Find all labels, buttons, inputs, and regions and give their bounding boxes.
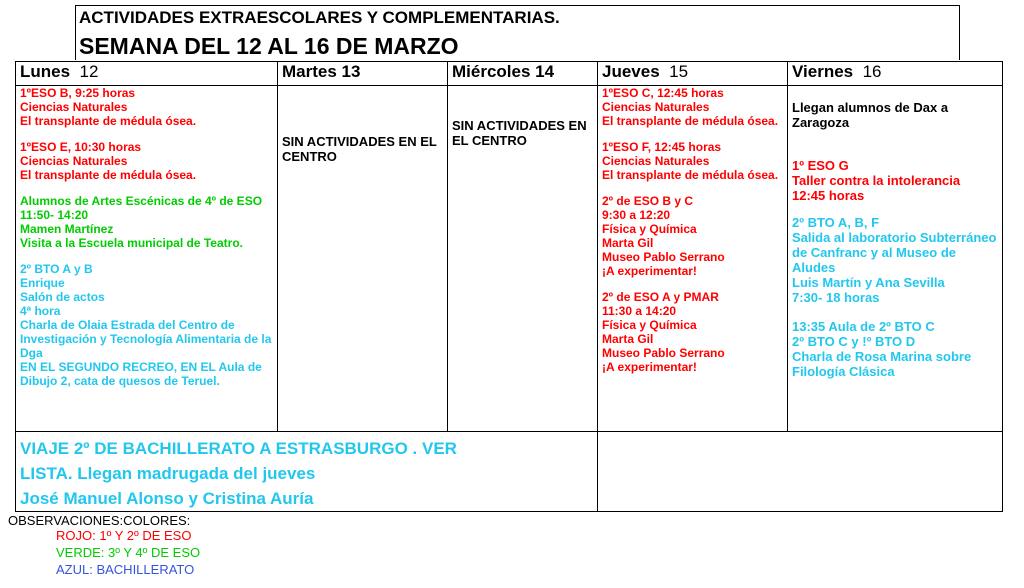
legend-green: VERDE: 3º Y 4º DE ESO <box>56 545 201 560</box>
thursday-cell <box>598 86 788 432</box>
schedule-table <box>15 61 1003 512</box>
empty-cell <box>598 432 1003 512</box>
activity-entry: 1ºESO E, 10:30 horas Ciencias Naturales El transplante de médula ósea. <box>20 140 197 182</box>
trip-cell: VIAJE 2º DE BACHILLERATO A ESTRASBURGO . VER LISTA. Llegan madrugada del jueves José Manuel Alonso y Cristina Auría <box>16 432 598 512</box>
activity-entry: 2º de ESO A y PMAR 11:30 a 14:20 Física y Química Marta Gil Museo Pablo Serrano ¡A experimentar! <box>602 290 725 374</box>
legend-blue: AZUL: BACHILLERATO <box>56 562 195 577</box>
activity-entry: 1ºESO C, 12:45 horas Ciencias Naturales El transplante de médula ósea. <box>602 86 779 128</box>
day-header-tuesday: Martes 13 <box>278 62 448 86</box>
activity-entry: 1ºESO B, 9:25 horas Ciencias Naturales El transplante de médula ósea. <box>20 86 197 128</box>
activity-entry: Llegan alumnos de Dax a Zaragoza <box>792 100 949 130</box>
day-header-monday: Lunes 12 <box>16 62 278 86</box>
no-activities-note: SIN ACTIVIDADES EN EL CENTRO <box>282 134 437 164</box>
activities-row <box>16 86 1003 432</box>
observations-title: OBSERVACIONES:COLORES: <box>8 513 191 528</box>
friday-cell <box>788 86 1003 432</box>
wednesday-cell <box>448 86 598 432</box>
monday-cell <box>16 86 278 432</box>
activity-entry: Alumnos de Artes Escénicas de 4º de ESO 11:50- 14:20 Mamen Martínez Visita a la Escuela municipal de Teatro. <box>20 194 263 250</box>
activity-entry: 1ºESO F, 12:45 horas Ciencias Naturales El transplante de médula ósea. <box>602 140 779 182</box>
no-activities-note: SIN ACTIVIDADES EN EL CENTRO <box>452 118 587 148</box>
day-header-thursday: Jueves 15 <box>598 62 788 86</box>
day-header-wednesday: Miércoles 14 <box>448 62 598 86</box>
page-title: ACTIVIDADES EXTRAESCOLARES Y COMPLEMENTARIAS. <box>79 8 560 27</box>
tuesday-cell <box>278 86 448 432</box>
activity-entry: 2º de ESO B y C 9:30 a 12:20 Física y Química Marta Gil Museo Pablo Serrano ¡A experimentar! <box>602 194 725 278</box>
activity-entry: 1º ESO G Taller contra la intolerancia 12:45 horas <box>792 158 961 203</box>
week-subtitle: SEMANA DEL 12 AL 16 DE MARZO <box>79 33 459 59</box>
title-box <box>75 5 960 60</box>
day-header-friday: Viernes 16 <box>788 62 1003 86</box>
day-header-row <box>16 62 1003 86</box>
trip-row <box>16 432 1003 512</box>
activity-entry: 2º BTO A y B Enrique Salón de actos 4ª hora Charla de Olaia Estrada del Centro de Investigación y Tecnología Alimentaria de la Dga EN EL SEGUNDO RECREO, EN EL Aula de Dibujo 2, cata de quesos de Teruel. <box>20 262 272 388</box>
legend-red: ROJO: 1º Y 2º DE ESO <box>56 528 192 543</box>
activity-entry: 13:35 Aula de 2º BTO C 2º BTO C y !º BTO D Charla de Rosa Marina sobre Filología Clásica <box>792 319 972 379</box>
activity-entry: 2º BTO A, B, F Salida al laboratorio Subterráneo de Canfranc y al Museo de Aludes Luis Martín y Ana Sevilla 7:30- 18 horas <box>792 215 997 305</box>
